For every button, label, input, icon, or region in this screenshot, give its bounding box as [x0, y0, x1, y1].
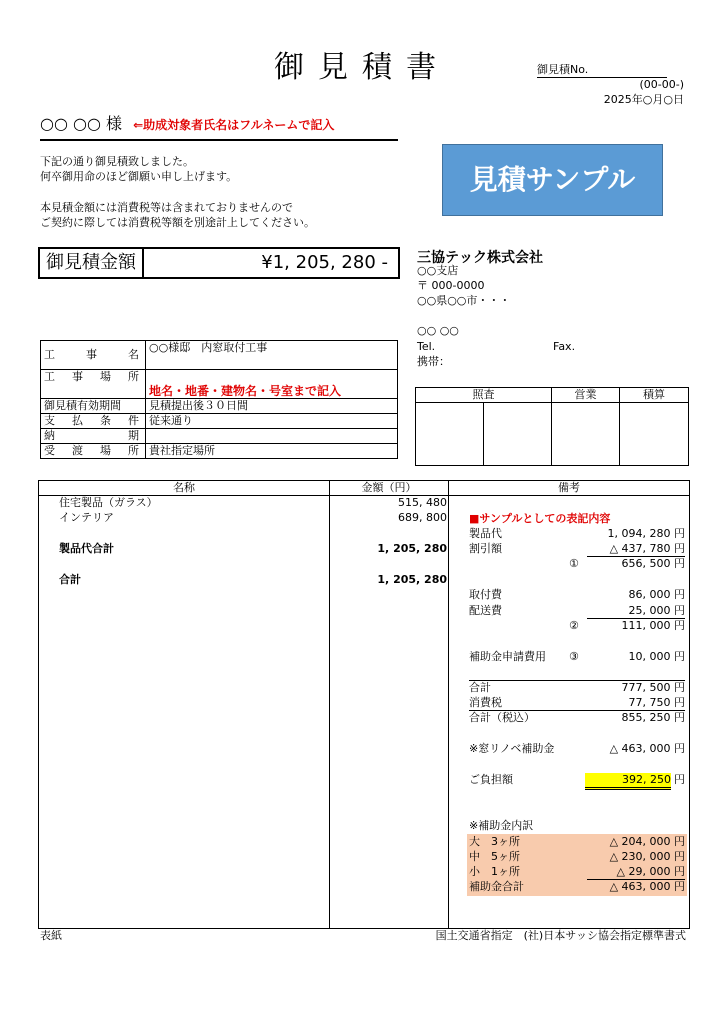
info-row: [41, 341, 398, 370]
remarks-pay-label: ご負担額: [469, 773, 513, 786]
breakdown-small-label: 小 1ヶ所: [469, 865, 520, 878]
info-value: ○○様邸 内窓取付工事: [146, 341, 398, 370]
info-value: 見積提出後３０日間: [146, 399, 398, 414]
info-label: 納 期: [41, 429, 146, 444]
subtotal-label: 製品代合計: [59, 542, 114, 555]
intro-line-3: 本見積金額には消費税等は含まれておりませんので: [40, 201, 293, 214]
stamp-header-sales: 営業: [574, 388, 597, 401]
intro-line-1: 下記の通り御見積致しました。: [40, 155, 194, 168]
remarks-install-value: 86, 000 円: [628, 588, 685, 601]
page-title: 御見積書: [274, 50, 450, 85]
intro-line-4: ご契約に際しては消費税等額を別途計上してください。: [40, 216, 315, 229]
main-table: [38, 480, 690, 929]
remarks-sub2-value: 111, 000 円: [621, 619, 685, 632]
remarks-heading: ■サンプルとしての表記内容: [469, 512, 611, 525]
remarks-discount-label: 割引額: [469, 542, 502, 555]
remarks-subsidy-label: ※窓リノベ補助金: [469, 742, 555, 755]
amount-label: 御見積金額: [40, 249, 144, 277]
company-mobile-label: 携帯：: [417, 355, 450, 368]
footer-right: 国土交通省指定 (社)日本サッシ協会指定標準書式: [435, 929, 686, 942]
remarks-product-label: 製品代: [469, 527, 502, 540]
col-header-name: 名称: [173, 481, 195, 494]
info-value: 地名・地番・建物名・号室まで記入: [146, 370, 398, 399]
remarks-circle-3: ③: [569, 650, 579, 663]
intro-line-2: 何卒御用命のほど御願い申し上げます。: [40, 170, 238, 183]
company-fax-label: Fax.: [553, 340, 576, 353]
remarks-sum-tax-value: 855, 250 円: [621, 711, 685, 724]
customer-name: ○○ ○○ 様: [40, 114, 123, 133]
total-label: 合計: [59, 573, 81, 586]
item-amount: 515, 480: [398, 496, 447, 509]
info-value: 従来通り: [146, 414, 398, 429]
breakdown-medium-label: 中 5ヶ所: [469, 850, 520, 863]
remarks-discount-value: △ 437, 780 円: [609, 542, 685, 555]
remarks-tax-label: 消費税: [469, 696, 502, 709]
info-row: [41, 444, 398, 459]
info-row: [41, 414, 398, 429]
amount-value: ¥1, 205, 280 -: [261, 252, 388, 273]
company-branch: ○○支店: [417, 264, 459, 277]
col-header-amount: 金額（円）: [361, 481, 417, 494]
remarks-install-label: 取付費: [469, 588, 502, 601]
company-address: ○○県○○市・・・: [417, 294, 511, 307]
customer-note: ⇐助成対象者氏名はフルネームで記入: [133, 118, 335, 132]
remarks-delivery-label: 配送費: [469, 604, 502, 617]
item-name: インテリア: [59, 511, 114, 524]
remarks-circle-1: ①: [569, 557, 579, 570]
footer-left: 表紙: [40, 929, 62, 942]
item-name: 住宅製品（ガラス）: [59, 496, 158, 509]
stamp-table: [415, 387, 689, 466]
remarks-subsidy-fee-value: 10, 000 円: [628, 650, 685, 663]
estimate-no: (00-00-): [639, 78, 684, 91]
breakdown-large-value: △ 204, 000 円: [609, 835, 685, 848]
date: 2025年○月○日: [603, 93, 684, 106]
estimate-no-label: 御見積No.: [537, 63, 667, 78]
info-row: [41, 399, 398, 414]
stamp-header-check: 照査: [472, 388, 495, 401]
info-label: 支 払 条 件: [41, 414, 146, 429]
remarks-breakdown-heading: ※補助金内訳: [469, 819, 534, 832]
breakdown-block: [467, 834, 687, 896]
company-tel-label: Tel.: [417, 340, 436, 353]
remarks-pay-value: 392, 250: [585, 773, 671, 790]
info-label: 受 渡 場 所: [41, 444, 146, 459]
breakdown-large-label: 大 3ヶ所: [469, 835, 520, 848]
remarks-circle-2: ②: [569, 619, 579, 632]
info-value: [146, 429, 398, 444]
sample-label: 見積サンプル: [442, 144, 663, 216]
breakdown-small-value: △ 29, 000 円: [616, 865, 685, 878]
remarks-sub1-value: 656, 500 円: [621, 557, 685, 570]
company-postal: 〒 000-0000: [417, 279, 485, 292]
customer-line: [40, 113, 398, 141]
remarks-tax-value: 77, 750 円: [628, 696, 685, 709]
remarks-subsidy-value: △ 463, 000 円: [609, 742, 685, 755]
info-label: 御見積有効期間: [41, 399, 146, 414]
remarks-delivery-value: 25, 000 円: [628, 604, 685, 617]
item-amount: 689, 800: [398, 511, 447, 524]
col-header-remarks: 備考: [558, 481, 580, 494]
remarks-subsidy-fee-label: 補助金申請費用: [469, 650, 546, 663]
stamp-header-estimate: 積算: [643, 388, 665, 401]
remarks-pay-unit: 円: [674, 773, 685, 786]
breakdown-total-label: 補助金合計: [469, 880, 524, 893]
remarks-sum-tax-label: 合計（税込）: [469, 711, 535, 724]
breakdown-total-value: △ 463, 000 円: [609, 880, 685, 893]
remarks-sum-label: 合計: [469, 681, 491, 694]
info-label: 工 事 名: [41, 341, 146, 370]
info-value: 貴社指定場所: [146, 444, 398, 459]
remarks-sum-value: 777, 500 円: [621, 681, 685, 694]
info-row: [41, 370, 398, 399]
company-person: ○○ ○○: [417, 324, 459, 337]
subtotal-amount: 1, 205, 280: [377, 542, 447, 555]
info-row: [41, 429, 398, 444]
total-amount: 1, 205, 280: [377, 573, 447, 586]
remarks-product-value: 1, 094, 280 円: [607, 527, 685, 540]
breakdown-medium-value: △ 230, 000 円: [609, 850, 685, 863]
info-table: [40, 340, 398, 459]
amount-box: [38, 247, 400, 279]
company-name: 三協テック株式会社: [417, 250, 543, 266]
info-label: 工 事 場 所: [41, 370, 146, 399]
